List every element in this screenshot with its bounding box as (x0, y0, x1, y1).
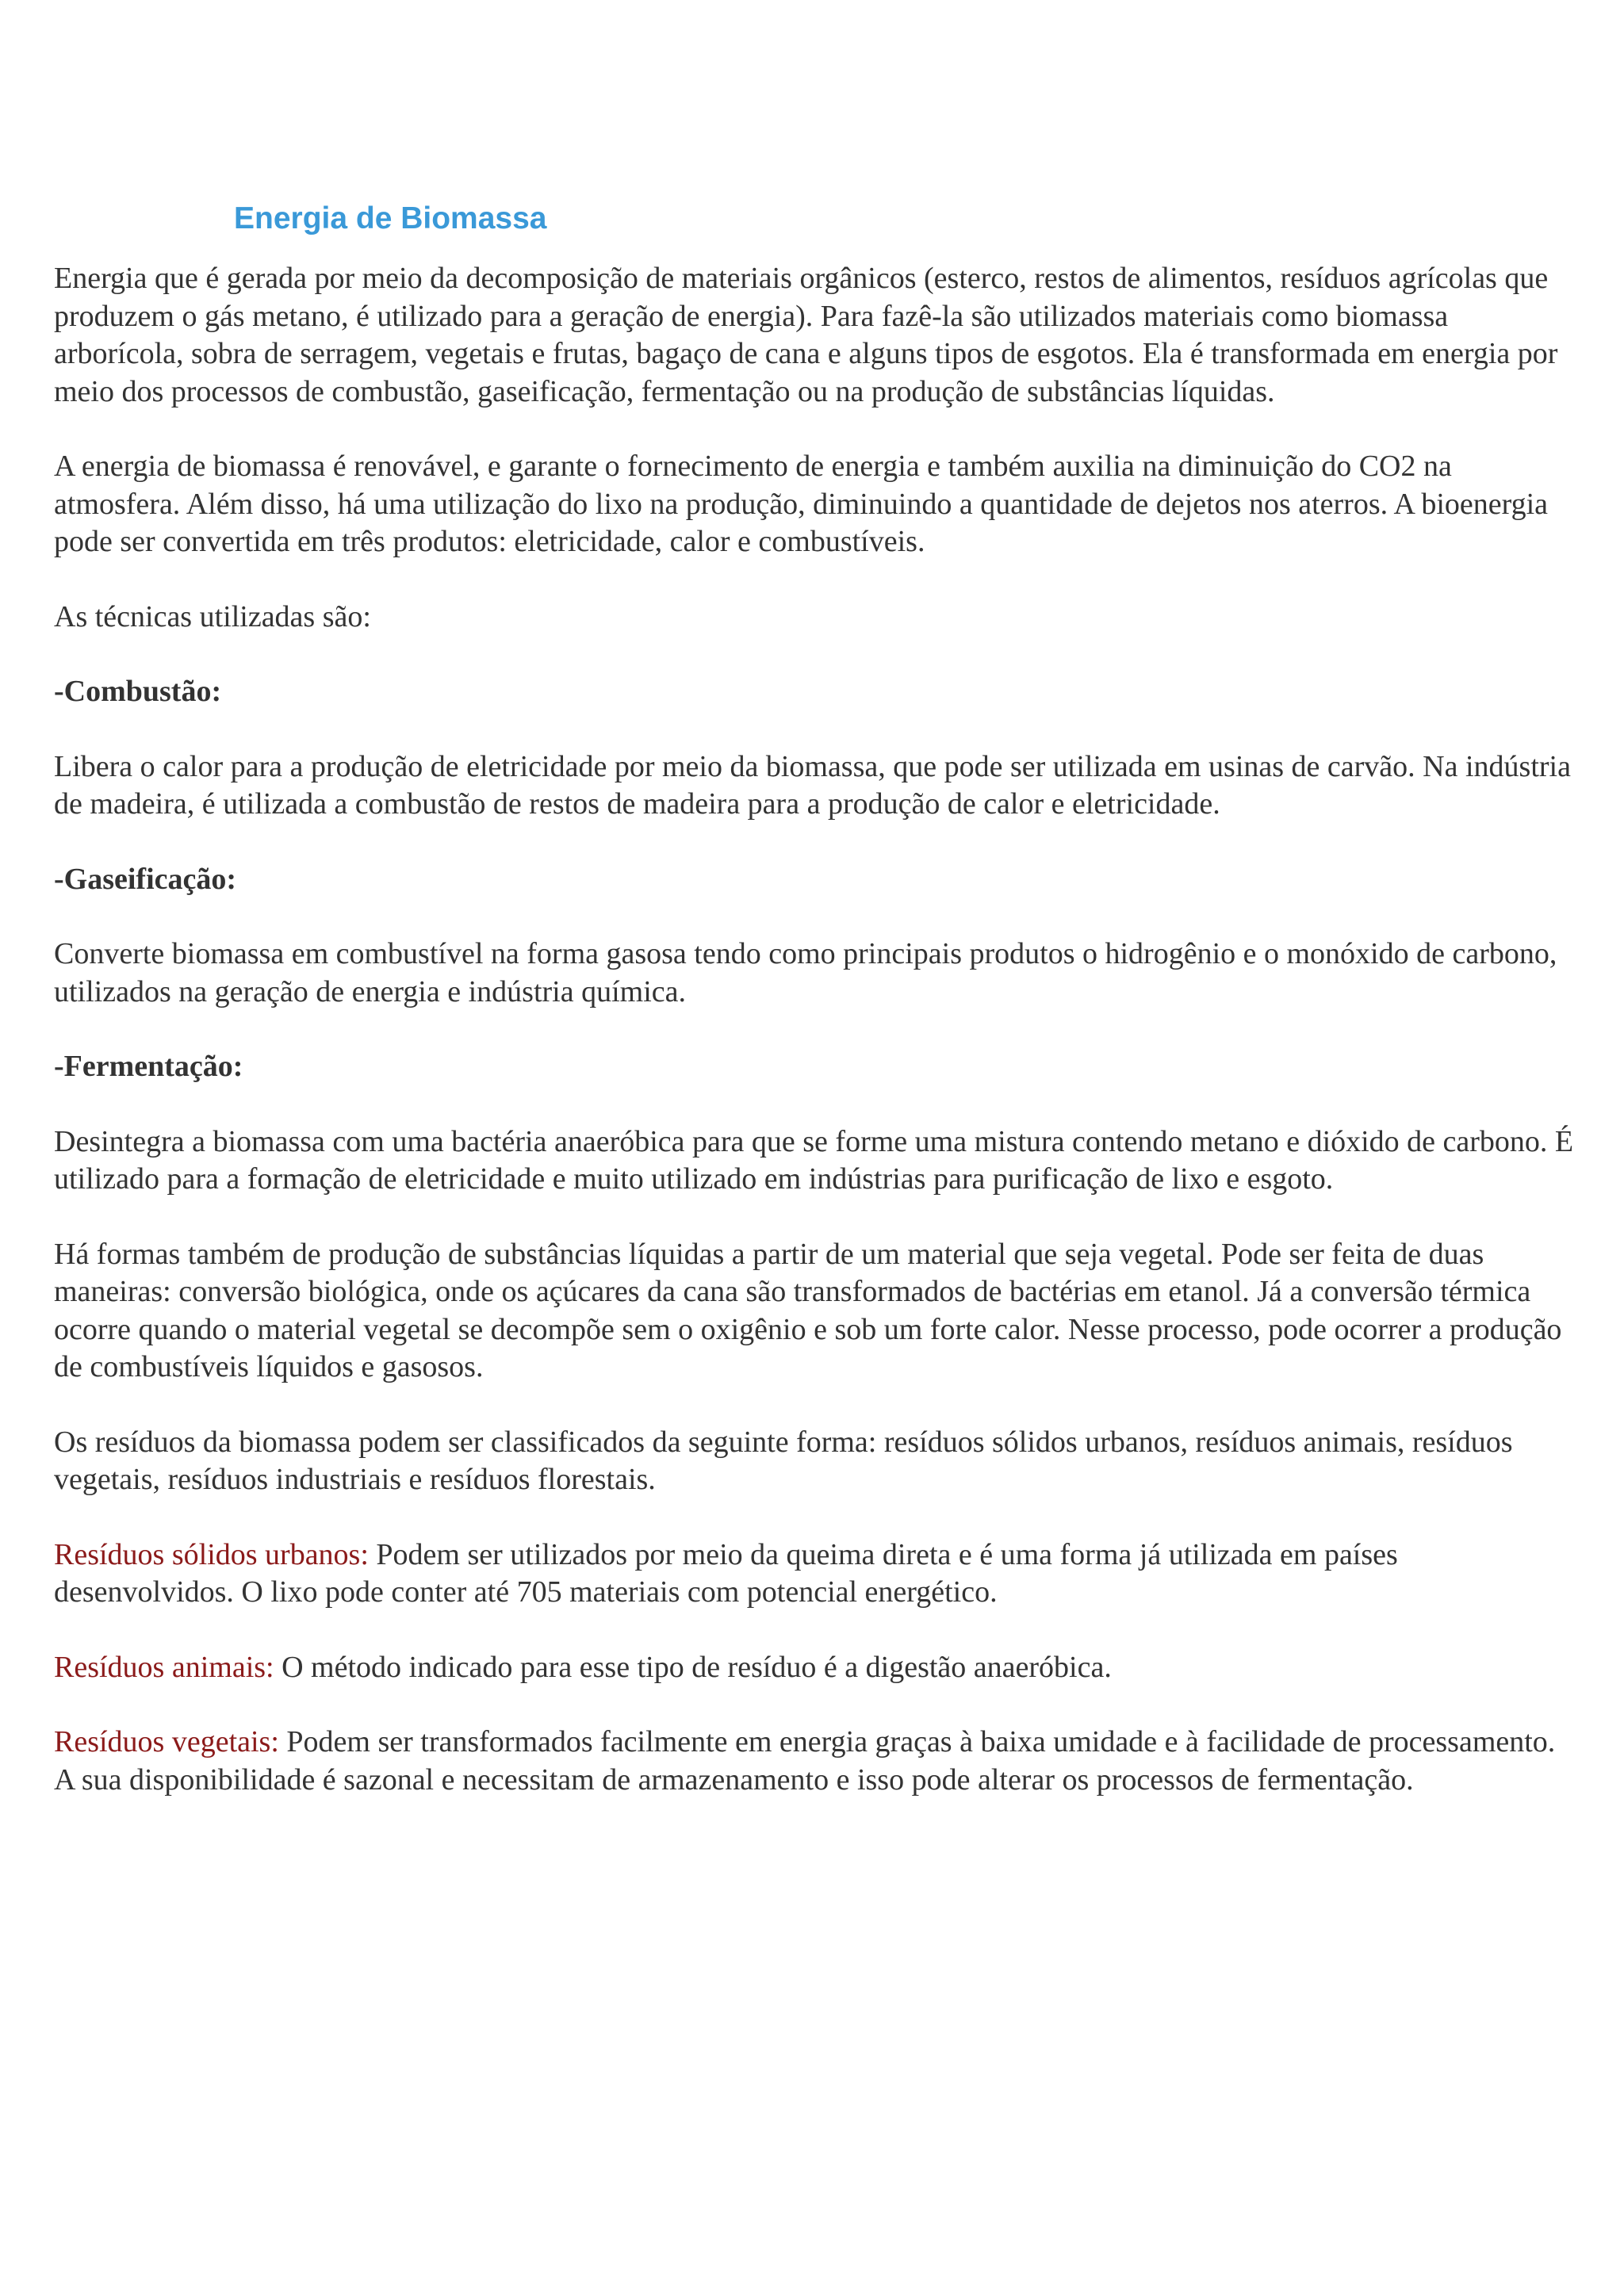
paragraph-gaseificacao: Converte biomassa em combustível na forma gasosa tendo como principais produtos o hidrogênio e o monóxido de carbono, utilizados na geração de energia e indústria química. (54, 937, 1557, 1008)
heading-combustao: -Combustão: (54, 675, 222, 708)
document-content (54, 195, 1576, 1836)
heading-gaseificacao: -Gaseificação: (54, 862, 237, 896)
paragraph-residues-intro: Os resíduos da biomassa podem ser classificados da seguinte forma: resíduos sólidos urbanos, resíduos animais, resíduos vegetais, resíduos industriais e resíduos florestais. (54, 1425, 1513, 1496)
residue-label-urbanos: Resíduos sólidos urbanos: (54, 1537, 369, 1571)
residue-item-animais (54, 1649, 1576, 1687)
residue-label-vegetais: Resíduos vegetais: (54, 1725, 279, 1758)
residue-text-animais: O método indicado para esse tipo de resíduo é a digestão anaeróbica. (274, 1650, 1112, 1684)
residue-item-vegetais (54, 1724, 1576, 1799)
residue-item-urbanos (54, 1536, 1576, 1612)
techniques-intro: As técnicas utilizadas são: (54, 599, 371, 633)
paragraph-liquid-substances: Há formas também de produção de substâncias líquidas a partir de um material que seja vegetal. Pode ser feita de duas maneiras: conversão biológica, onde os açúcares da cana são transformados de bactérias em etanol. Já a conversão térmica ocorre quando o material vegetal se decompõe sem o oxigênio e sob um forte calor. Nesse processo, pode ocorrer a produção de combustíveis líquidos e gasosos. (54, 1237, 1562, 1383)
page-title: Energia de Biomassa (234, 201, 547, 235)
residue-label-animais: Resíduos animais: (54, 1650, 274, 1684)
paragraph-fermentacao: Desintegra a biomassa com uma bactéria anaeróbica para que se forme uma mistura contendo metano e dióxido de carbono. É utilizado para a formação de eletricidade e muito utilizado em indústrias para purificação de lixo e esgoto. (54, 1124, 1574, 1196)
heading-fermentacao: -Fermentação: (54, 1050, 243, 1083)
intro-paragraph-1: Energia que é gerada por meio da decomposição de materiais orgânicos (esterco, restos de alimentos, resíduos agrícolas que produzem o gás metano, é utilizado para a geração de energia). Para fazê-la são utilizados materiais como biomassa arborícola, sobra de serragem, vegetais e frutas, bagaço de cana e alguns tipos de esgotos. Ela é transformada em energia por meio dos processos de combustão, gaseificação, fermentação ou na produção de substâncias líquidas. (54, 262, 1558, 408)
paragraph-combustao: Libera o calor para a produção de eletricidade por meio da biomassa, que pode ser utilizada em usinas de carvão. Na indústria de madeira, é utilizada a combustão de restos de madeira para a produção de calor e eletricidade. (54, 749, 1571, 821)
residue-text-urbanos: Podem ser utilizados por meio da queima direta e é uma forma já utilizada em países desenvolvidos. O lixo pode conter até 705 materiais com potencial energético. (54, 1537, 1398, 1609)
intro-paragraph-2: A energia de biomassa é renovável, e garante o fornecimento de energia e também auxilia na diminuição do CO2 na atmosfera. Além disso, há uma utilização do lixo na produção, diminuindo a quantidade de dejetos nos aterros. A bioenergia pode ser convertida em três produtos: eletricidade, calor e combustíveis. (54, 450, 1549, 558)
residue-text-vegetais: Podem ser transformados facilmente em energia graças à baixa umidade e à facilidade de processamento. A sua disponibilidade é sazonal e necessitam de armazenamento e isso pode alterar os processos de fermentação. (54, 1725, 1556, 1797)
